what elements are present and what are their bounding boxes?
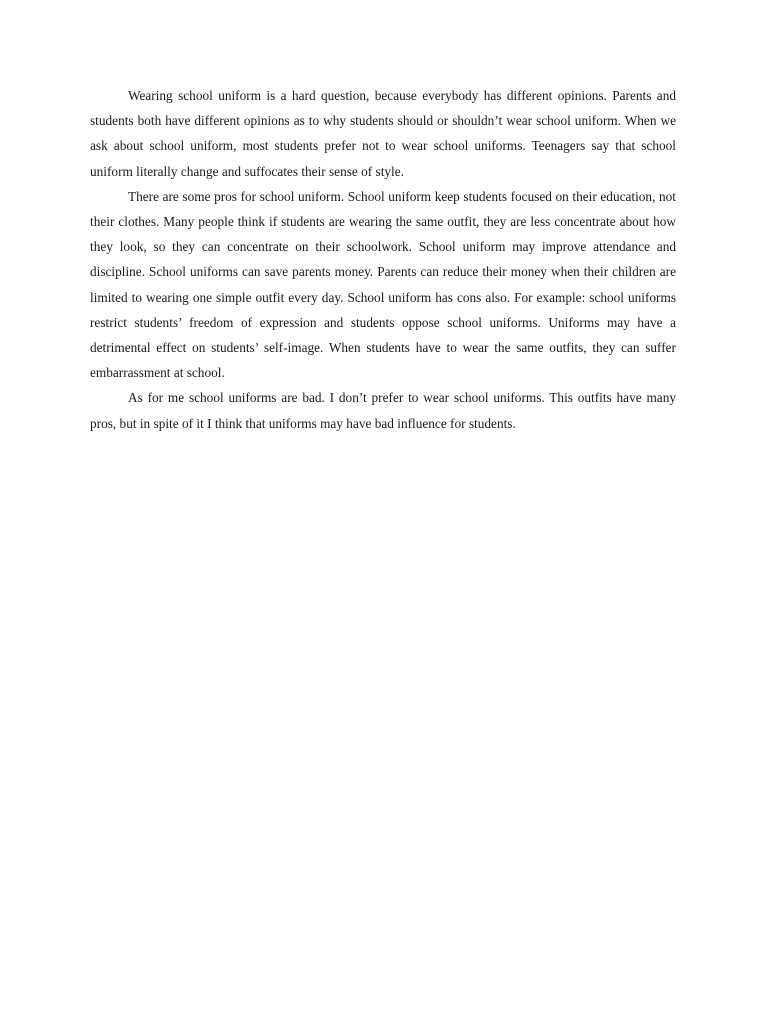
document-body [90,83,676,436]
paragraph-conclusion: As for me school uniforms are bad. I don’t prefer to wear school uniforms. This outfits have many pros, but in spite of it I think that uniforms may have bad influence for students. [90,390,676,431]
paragraph-pros-cons: There are some pros for school uniform. School uniform keep students focused on their education, not their clothes. Many people think if students are wearing the same outfit, they are less concentrate about how they look, so they can concentrate on their schoolwork. School uniform may improve attendance and discipline. School uniforms can save parents money. Parents can reduce their money when their children are limited to wearing one simple outfit every day. School uniform has cons also. For example: school uniforms restrict students’ freedom of expression and students oppose school uniforms. Uniforms may have a detrimental effect on students’ self-image. When students have to wear the same outfits, they can suffer embarrassment at school. [90,188,676,381]
paragraph-intro: Wearing school uniform is a hard question, because everybody has different opinions. Parents and students both have different opinions as to why students should or shouldn’t wear school uniform. When we ask about school uniform, most students prefer not to wear school uniforms. Teenagers say that school uniform literally change and suffocates their sense of style. [90,88,676,179]
